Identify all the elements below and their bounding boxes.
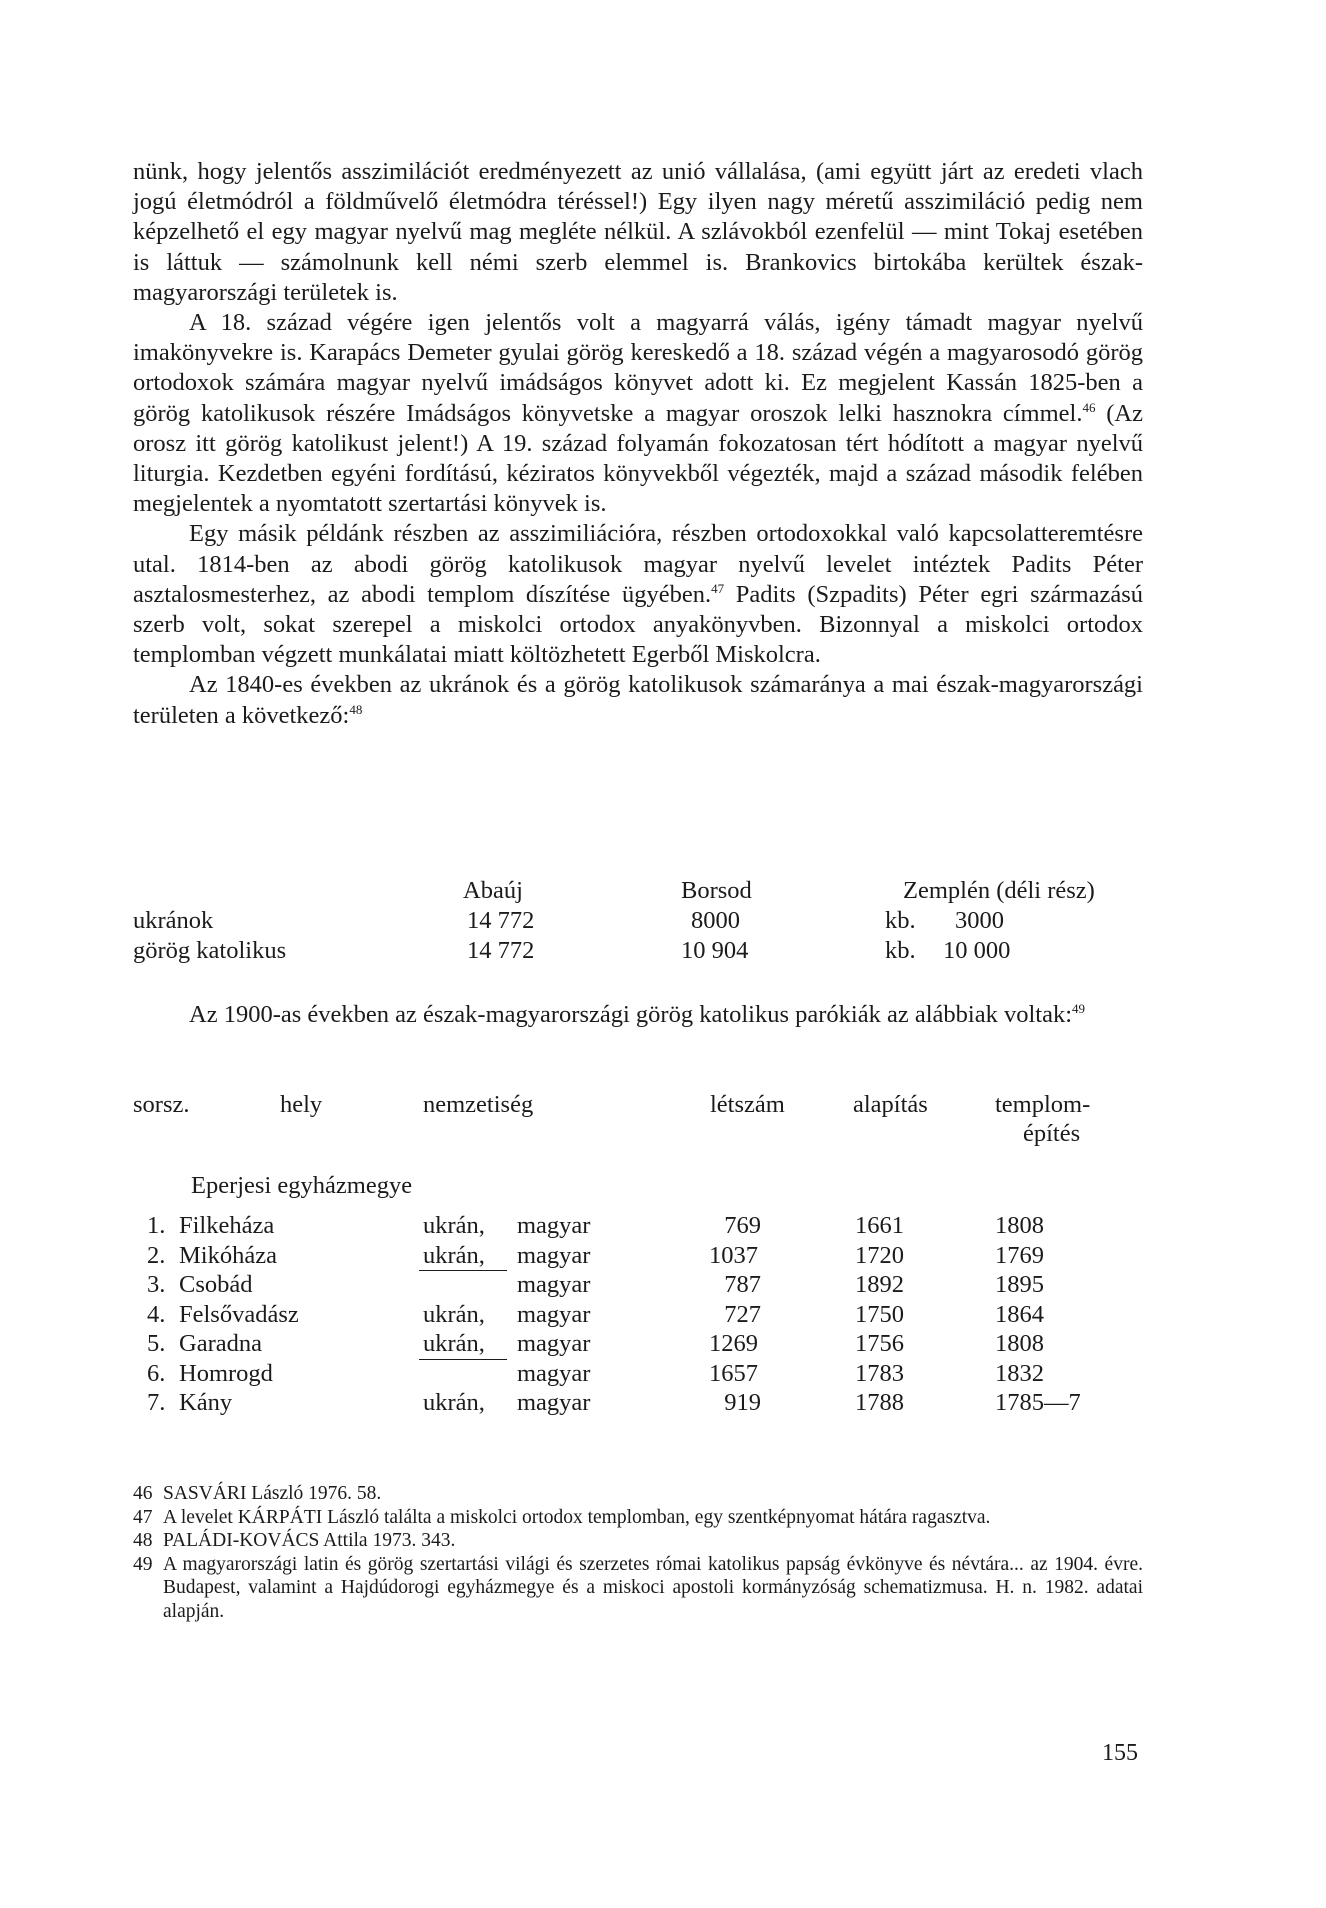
body-text-2 (133, 1000, 1143, 1030)
cell-place: Homrogd (179, 1359, 273, 1387)
cell-nat1: ukrán, (423, 1330, 485, 1357)
cell-nat2: magyar (517, 1330, 591, 1357)
cell-zemplen: 3000 (955, 907, 1004, 934)
cell-zemplen: 10 000 (943, 937, 1011, 964)
column-header-sorsz: sorsz. (133, 1091, 190, 1118)
cell-no: 1. (147, 1212, 166, 1239)
cell-built: 1895 (995, 1271, 1044, 1298)
paragraph-3: Egy másik példánk részben az asszimiliációra, részben ortodoxokkal való kapcsolatteremtésre utal. 1814-ben az abodi görög katolikusok magyar nyelvű levelet intéztek Padits Péter asztalosmesterhez, az abodi templom díszítése ügyében.$^{47}$ Padits (Szpadits) Péter egri származású szerb volt, sokat szerepel a miskolci ortodox anyakönyvben. Bizonnyal a miskolci ortodox templomban végzett munkálatai miatt költözhetett Egerből Miskolcra. (133, 520, 1143, 669)
cell-count: 787 (724, 1271, 761, 1298)
cell-nat1: ukrán, (423, 1212, 485, 1239)
column-header-epites: építés (1023, 1120, 1081, 1147)
cell-no: 6. (147, 1359, 166, 1387)
column-header-borsod: Borsod (681, 877, 752, 904)
footnote-ref-48[interactable]: 48 (349, 701, 363, 717)
cell-place: Mikóháza (179, 1241, 277, 1269)
cell-place: Garadna (179, 1330, 262, 1357)
footnote-text: A magyarországi latin és görög szertartási világi és szerzetes római katolikus papság évkönyve és névtára... az 1904. évre. Budapest, valamint a Hajdúdorogi egyházmegye és a miskoci apostoli kormányzóság schematizmusa. H. n. 1982. adatai alapján. (163, 1553, 1143, 1622)
parish-table (133, 1090, 1143, 1416)
page-number: 155 (1102, 1740, 1138, 1766)
cell-no: 5. (147, 1330, 166, 1357)
table-header-row (133, 877, 1143, 907)
cell-count: 1269 (709, 1330, 758, 1357)
cell-built: 1808 (995, 1330, 1044, 1357)
row-label: ukránok (133, 907, 214, 934)
column-header-abauj: Abaúj (463, 877, 523, 904)
cell-place: Felsővadász (179, 1300, 299, 1328)
cell-nat2: magyar (517, 1212, 591, 1239)
cell-count: 769 (724, 1212, 761, 1239)
column-header-nemzetiseg: nemzetiség (423, 1091, 534, 1118)
cell-place: Filkeháza (179, 1212, 275, 1239)
cell-borsod: 8000 (691, 907, 740, 934)
cell-zemplen-prefix: kb. (885, 937, 916, 964)
cell-founded: 1756 (855, 1330, 904, 1357)
cell-nat2: magyar (517, 1271, 591, 1298)
row-label: görög katolikus (133, 937, 287, 964)
column-header-letszam: létszám (710, 1091, 785, 1118)
parish-rows (133, 1212, 1143, 1419)
population-table (133, 877, 1143, 967)
table-row (133, 1242, 1143, 1272)
cell-nat2: magyar (517, 1389, 591, 1416)
table-row (133, 1212, 1143, 1242)
cell-nat1: ukrán, (423, 1389, 485, 1416)
cell-nat1: ukrán, (423, 1241, 485, 1269)
paragraph-5: Az 1900-as években az észak-magyarországi görög katolikus parókiák az alábbiak voltak:$^{49}$ (189, 1000, 1086, 1028)
paragraph-1: nünk, hogy jelentős asszimilációt eredményezett az unió vállalása, (ami együtt járt az eredeti vlach jogú életmódról a földművelő életmódra téréssel!) Egy ilyen nagy méretű asszimiláció pedig nem képzelhető el egy magyar nyelvű mag megléte nélkül. A szlávokból ezenfelül — mint Tokaj esetében is láttuk — számolnunk kell némi szerb elemmel is. Brankovics birtokába kerültek észak-magyarországi területek is. (133, 158, 1143, 306)
column-header-hely: hely (280, 1091, 323, 1118)
cell-borsod: 10 904 (681, 937, 749, 964)
cell-nat1: ukrán, (423, 1300, 485, 1328)
cell-abauj: 14 772 (467, 907, 535, 934)
paragraph-4: Az 1840-es években az ukránok és a görög katolikusok számaránya a mai észak-magyarországi területen a következő:$^{48}$ (133, 671, 1143, 729)
column-header-zemplen: Zemplén (déli rész) (903, 877, 1095, 904)
footnote-number: 49 (133, 1553, 153, 1575)
footnotes (133, 1482, 1143, 1623)
cell-no: 4. (147, 1300, 166, 1328)
cell-count: 1037 (709, 1241, 758, 1269)
footnote-46 (133, 1482, 1143, 1506)
footnote-text: SASVÁRI László 1976. 58. (163, 1483, 382, 1504)
cell-no: 3. (147, 1271, 166, 1298)
cell-count: 1657 (709, 1359, 758, 1387)
footnote-ref-47[interactable]: 47 (711, 580, 725, 596)
empty-value-dash (419, 1359, 507, 1360)
table-row (133, 1301, 1143, 1331)
footnote-text: A levelet KÁRPÁTI László találta a miskolci ortodox templomban, egy szentképnyomat hátára ragasztva. (163, 1506, 991, 1528)
diocese-heading: Eperjesi egyházmegye (191, 1172, 413, 1199)
footnote-text: PALÁDI-KOVÁCS Attila 1973. 343. (163, 1530, 456, 1551)
cell-zemplen-prefix: kb. (885, 907, 916, 934)
column-header-templom: templom- (995, 1091, 1091, 1118)
cell-abauj: 14 772 (467, 937, 535, 964)
cell-count: 919 (724, 1389, 761, 1416)
table-row (133, 907, 1143, 937)
body-text (133, 157, 1143, 731)
cell-built: 1785—7 (995, 1389, 1081, 1416)
cell-count: 727 (724, 1300, 761, 1328)
column-header-alapitas: alapítás (853, 1091, 928, 1118)
table-row (133, 1360, 1143, 1390)
cell-built: 1808 (995, 1212, 1044, 1239)
empty-value-dash (419, 1270, 507, 1271)
cell-founded: 1720 (855, 1241, 904, 1269)
cell-founded: 1750 (855, 1300, 904, 1328)
cell-place: Csobád (179, 1271, 253, 1298)
footnote-ref-49[interactable]: 49 (1072, 1000, 1086, 1016)
paragraph-2: A 18. század végére igen jelentős volt a magyarrá válás, igény támadt magyar nyelvű imakönyvekre is. Karapács Demeter gyulai görög kereskedő a 18. század végén a magyarosodó görög ortodoxok számára magyar nyelvű imádságos könyvet adott ki. Ez megjelent Kassán 1825-ben a görög katolikusok részére Imádságos könyvetske a magyar oroszok lelki hasznokra címmel.$^{46}$ (Az orosz itt görög katolikust jelent!) A 19. század folyamán fokozatosan tért hódított a magyar nyelvű liturgia. Kezdetben egyéni fordítású, kéziratos könyvekből végezték, majd a század második felében megjelentek a nyomtatott szertartási könyvek is. (133, 309, 1144, 518)
cell-founded: 1892 (855, 1271, 904, 1298)
cell-nat2: magyar (517, 1359, 591, 1387)
cell-no: 2. (147, 1241, 166, 1269)
table-row (133, 1389, 1143, 1419)
table-row (133, 1330, 1143, 1360)
footnote-number: 47 (133, 1506, 153, 1528)
footnote-48 (133, 1529, 1143, 1553)
cell-built: 1832 (995, 1359, 1044, 1387)
cell-nat2: magyar (517, 1300, 591, 1328)
cell-built: 1864 (995, 1300, 1044, 1328)
table-row (133, 1271, 1143, 1301)
cell-nat2: magyar (517, 1241, 591, 1269)
cell-built: 1769 (995, 1241, 1044, 1269)
cell-founded: 1661 (855, 1212, 904, 1239)
footnote-number: 48 (133, 1530, 153, 1551)
table-row (133, 937, 1143, 967)
cell-founded: 1788 (855, 1389, 904, 1416)
footnote-number: 46 (133, 1483, 153, 1504)
footnote-47 (133, 1506, 1143, 1530)
cell-no: 7. (147, 1389, 166, 1416)
cell-founded: 1783 (855, 1359, 904, 1387)
table-header-row (133, 1090, 1143, 1150)
footnote-ref-46[interactable]: 46 (1082, 399, 1096, 415)
footnote-49 (133, 1553, 1143, 1624)
cell-place: Kány (179, 1389, 233, 1416)
